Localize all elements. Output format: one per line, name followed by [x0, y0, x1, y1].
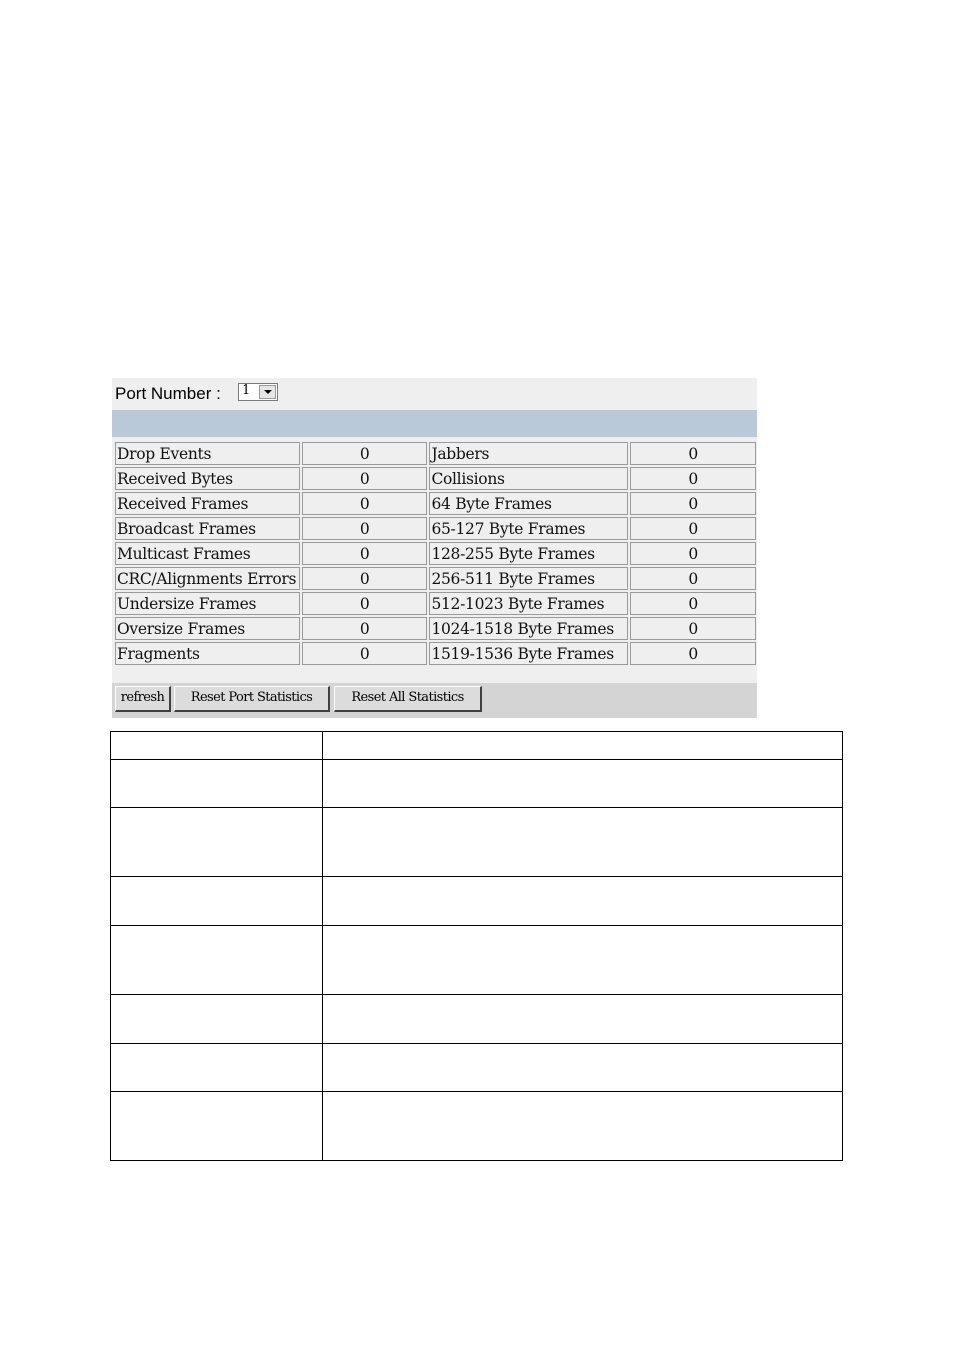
stat-value: 0	[630, 567, 756, 590]
stat-label: Received Bytes	[115, 467, 300, 490]
stat-value: 0	[302, 567, 428, 590]
table-cell	[323, 808, 843, 877]
stat-label: 1519-1536 Byte Frames	[429, 642, 628, 665]
stat-label: 65-127 Byte Frames	[429, 517, 628, 540]
stat-value: 0	[630, 492, 756, 515]
stat-value: 0	[630, 467, 756, 490]
stats-header-bar	[112, 410, 757, 437]
description-table	[110, 731, 843, 1161]
port-number-select[interactable]	[238, 383, 278, 401]
table-row	[111, 808, 843, 877]
table-cell	[323, 1092, 843, 1161]
table-row	[111, 1092, 843, 1161]
stat-value: 0	[630, 617, 756, 640]
table-cell	[111, 1092, 323, 1161]
table-row	[115, 617, 756, 640]
stat-value: 0	[302, 642, 428, 665]
table-row	[111, 877, 843, 926]
table-cell	[111, 1044, 323, 1092]
table-row	[115, 567, 756, 590]
chevron-down-icon[interactable]	[259, 385, 276, 399]
stat-value: 0	[630, 542, 756, 565]
stat-value: 0	[630, 442, 756, 465]
table-row	[111, 995, 843, 1044]
stat-value: 0	[302, 442, 428, 465]
table-row	[115, 592, 756, 615]
stat-label: Drop Events	[115, 442, 300, 465]
table-cell	[323, 732, 843, 760]
table-cell	[111, 877, 323, 926]
table-cell	[323, 760, 843, 808]
stat-value: 0	[630, 517, 756, 540]
stat-label: Oversize Frames	[115, 617, 300, 640]
stat-label: 256-511 Byte Frames	[429, 567, 628, 590]
table-cell	[111, 732, 323, 760]
port-selector-row	[112, 378, 757, 410]
stat-label: Undersize Frames	[115, 592, 300, 615]
reset-port-statistics-button[interactable]: Reset Port Statistics	[174, 686, 330, 712]
table-row	[115, 517, 756, 540]
table-row	[115, 642, 756, 665]
table-row	[115, 542, 756, 565]
table-cell	[111, 926, 323, 995]
button-bar	[112, 683, 757, 718]
stat-value: 0	[302, 467, 428, 490]
stat-value: 0	[302, 542, 428, 565]
stats-table	[113, 440, 758, 667]
port-number-value: 1	[242, 383, 251, 398]
stat-value: 0	[630, 642, 756, 665]
stat-label: Multicast Frames	[115, 542, 300, 565]
stat-label: CRC/Alignments Errors	[115, 567, 300, 590]
stat-value: 0	[302, 592, 428, 615]
table-cell	[323, 877, 843, 926]
table-row	[115, 492, 756, 515]
reset-all-statistics-button[interactable]: Reset All Statistics	[334, 686, 482, 712]
port-statistics-panel	[112, 378, 757, 718]
port-number-label: Port Number :	[115, 384, 221, 403]
stat-label: Jabbers	[429, 442, 628, 465]
table-row	[111, 926, 843, 995]
stat-label: 1024-1518 Byte Frames	[429, 617, 628, 640]
stat-label: Broadcast Frames	[115, 517, 300, 540]
stat-value: 0	[302, 492, 428, 515]
stat-label: Collisions	[429, 467, 628, 490]
table-cell	[111, 995, 323, 1044]
stat-value: 0	[302, 517, 428, 540]
table-row	[111, 760, 843, 808]
table-row	[111, 732, 843, 760]
table-cell	[323, 1044, 843, 1092]
table-row	[111, 1044, 843, 1092]
stat-label: 128-255 Byte Frames	[429, 542, 628, 565]
stat-value: 0	[302, 617, 428, 640]
table-cell	[323, 995, 843, 1044]
stat-label: Received Frames	[115, 492, 300, 515]
table-cell	[111, 760, 323, 808]
stat-value: 0	[630, 592, 756, 615]
table-cell	[323, 926, 843, 995]
stat-label: Fragments	[115, 642, 300, 665]
table-cell	[111, 808, 323, 877]
table-row	[115, 467, 756, 490]
table-row	[115, 442, 756, 465]
stat-label: 512-1023 Byte Frames	[429, 592, 628, 615]
stat-label: 64 Byte Frames	[429, 492, 628, 515]
refresh-button[interactable]: refresh	[115, 686, 171, 712]
